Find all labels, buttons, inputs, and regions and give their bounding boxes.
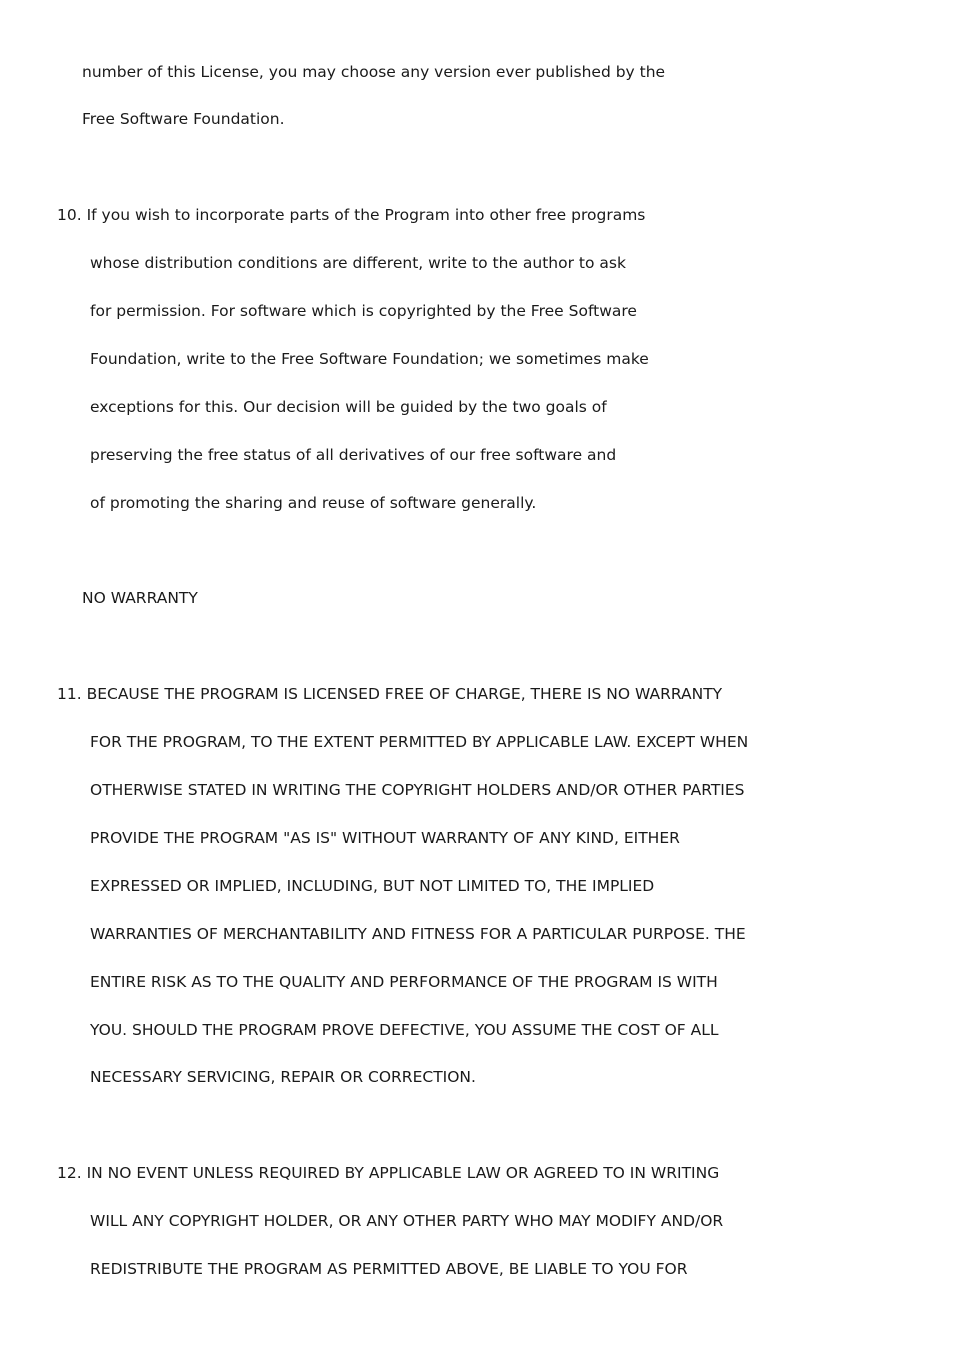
paragraph-line: whose distribution conditions are different, write to the author to ask	[90, 254, 626, 272]
paragraph-line: Free Software Foundation.	[82, 110, 285, 128]
paragraph-line: number of this License, you may choose any version ever published by the	[82, 63, 666, 81]
paragraph-line: Foundation, write to the Free Software Foundation; we sometimes make	[90, 350, 649, 368]
paragraph-line: ENTIRE RISK AS TO THE QUALITY AND PERFORMANCE OF THE PROGRAM IS WITH	[90, 973, 718, 991]
paragraph-line: YOU. SHOULD THE PROGRAM PROVE DEFECTIVE, YOU ASSUME THE COST OF ALL	[90, 1021, 719, 1039]
paragraph-line: for permission. For software which is copyrighted by the Free Software	[90, 302, 637, 320]
section-11-first-line: 11. BECAUSE THE PROGRAM IS LICENSED FREE OF CHARGE, THERE IS NO WARRANTY	[57, 685, 723, 703]
paragraph-line: EXPRESSED OR IMPLIED, INCLUDING, BUT NOT LIMITED TO, THE IMPLIED	[90, 877, 655, 895]
section-12-first-line: 12. IN NO EVENT UNLESS REQUIRED BY APPLICABLE LAW OR AGREED TO IN WRITING	[57, 1164, 720, 1182]
paragraph-line: WARRANTIES OF MERCHANTABILITY AND FITNESS FOR A PARTICULAR PURPOSE. THE	[90, 925, 746, 943]
section-10-first-line: 10. If you wish to incorporate parts of the Program into other free programs	[57, 206, 646, 224]
paragraph-line: of promoting the sharing and reuse of software generally.	[90, 494, 537, 512]
paragraph-line: FOR THE PROGRAM, TO THE EXTENT PERMITTED BY APPLICABLE LAW. EXCEPT WHEN	[90, 733, 749, 751]
paragraph-line: NECESSARY SERVICING, REPAIR OR CORRECTION.	[90, 1068, 476, 1086]
paragraph-line: OTHERWISE STATED IN WRITING THE COPYRIGHT HOLDERS AND/OR OTHER PARTIES	[90, 781, 745, 799]
paragraph-line: REDISTRIBUTE THE PROGRAM AS PERMITTED ABOVE, BE LIABLE TO YOU FOR	[90, 1260, 688, 1278]
paragraph-line: preserving the free status of all derivatives of our free software and	[90, 446, 617, 464]
paragraph-line: exceptions for this. Our decision will be guided by the two goals of	[90, 398, 607, 416]
paragraph-line: PROVIDE THE PROGRAM "AS IS" WITHOUT WARRANTY OF ANY KIND, EITHER	[90, 829, 680, 847]
paragraph-line: WILL ANY COPYRIGHT HOLDER, OR ANY OTHER PARTY WHO MAY MODIFY AND/OR	[90, 1212, 724, 1230]
heading-no-warranty: NO WARRANTY	[82, 589, 198, 607]
